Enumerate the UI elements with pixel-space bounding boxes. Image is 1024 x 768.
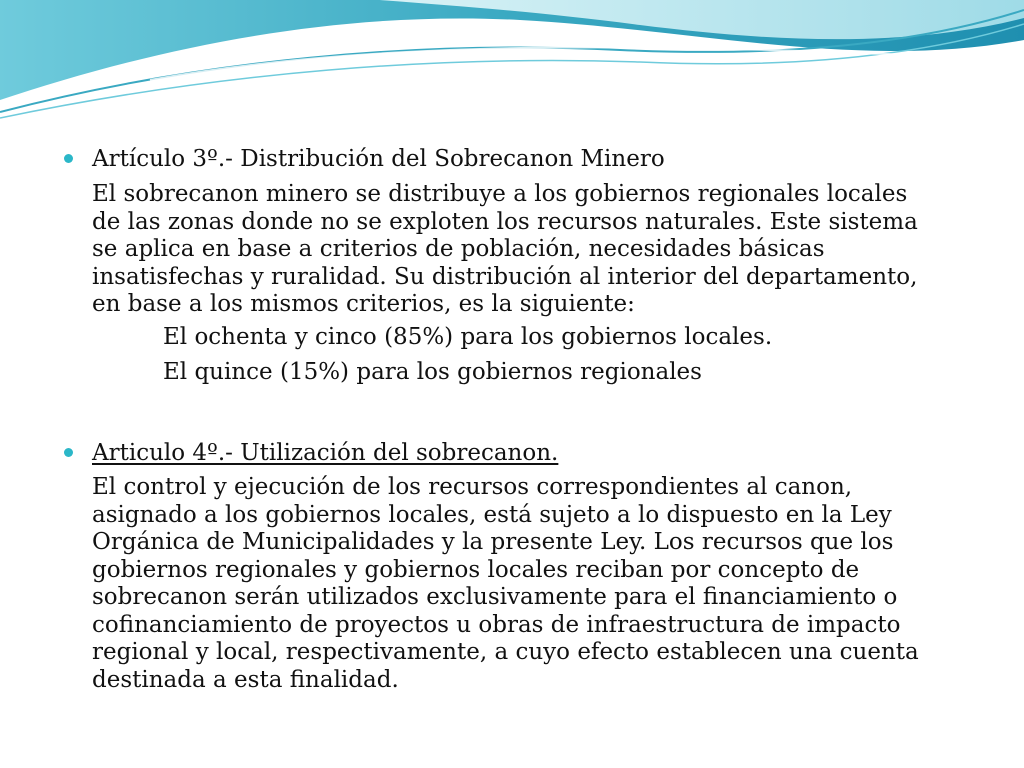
text-line: sobrecanon serán utilizados exclusivamente para el financiamiento o <box>92 584 898 610</box>
text-line: asignado a los gobiernos locales, está sujeto a lo dispuesto en la Ley <box>92 501 892 528</box>
text-line: en base a los mismos criterios, es la siguiente: <box>92 291 635 317</box>
text-line: insatisfechas y ruralidad. Su distribución al interior del departamento, <box>92 263 918 290</box>
bullet-icon <box>64 154 73 163</box>
text-line: regional y local, respectivamente, a cuyo efecto establecen una cuenta <box>92 639 919 665</box>
article-3-body <box>92 181 972 319</box>
text-line: El control y ejecución de los recursos correspondientes al canon, <box>92 474 853 500</box>
bullet-icon <box>64 448 73 457</box>
article-4-heading: Articulo 4º.- Utilización del sobrecanon. <box>92 440 559 466</box>
distribution-item-regional: El quince (15%) para los gobiernos regionales <box>163 359 702 385</box>
article-3-heading: Artículo 3º.- Distribución del Sobrecanon Minero <box>92 146 665 172</box>
text-line: de las zonas donde no se exploten los recursos naturales. Este sistema <box>92 208 918 235</box>
article-4-body <box>92 474 972 694</box>
text-line: se aplica en base a criterios de población, necesidades básicas <box>92 236 825 262</box>
text-line: gobiernos regionales y gobiernos locales reciban por concepto de <box>92 556 860 583</box>
text-line: El sobrecanon minero se distribuye a los gobiernos regionales locales <box>92 181 908 207</box>
distribution-item-local: El ochenta y cinco (85%) para los gobiernos locales. <box>163 324 773 350</box>
text-line: destinada a esta finalidad. <box>92 666 399 693</box>
text-line: Orgánica de Municipalidades y la presente Ley. Los recursos que los <box>92 529 894 555</box>
text-line: cofinanciamiento de proyectos u obras de infraestructura de impacto <box>92 611 901 638</box>
